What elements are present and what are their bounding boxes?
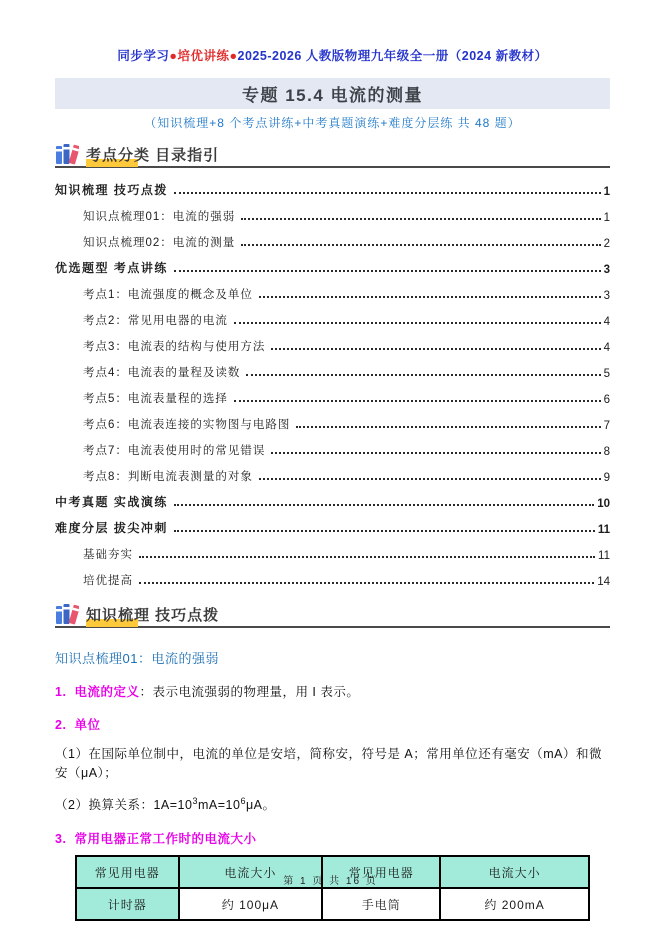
dot-leader xyxy=(139,556,595,558)
toc-page-number: 1 xyxy=(603,212,610,224)
table-of-contents xyxy=(55,175,610,591)
toc-page-number: 8 xyxy=(603,446,610,458)
section-header-toc xyxy=(55,142,610,168)
dot-leader xyxy=(174,530,595,532)
toc-label: 培优提高 xyxy=(83,575,133,587)
dot-leader xyxy=(241,244,600,246)
toc-label: 考点2：常见用电器的电流 xyxy=(83,315,228,327)
section-title-text: 知识梳理 技巧点拨 xyxy=(86,607,220,624)
toc-page-number: 4 xyxy=(603,316,610,328)
running-head-right: 2025-2026 人教版物理九年级全一册（2024 新教材） xyxy=(237,49,548,63)
dot-leader xyxy=(271,348,600,350)
toc-entry xyxy=(55,331,610,357)
dot-leader xyxy=(259,478,601,480)
toc-entry xyxy=(55,279,610,305)
item-term: 单位 xyxy=(74,718,101,732)
toc-entry xyxy=(55,253,610,279)
dot-leader xyxy=(234,400,601,402)
item-number: 2. xyxy=(55,718,67,732)
toc-entry xyxy=(55,175,610,201)
toc-entry xyxy=(55,461,610,487)
toc-entry xyxy=(55,383,610,409)
table-cell: 手电筒 xyxy=(322,888,440,920)
running-head xyxy=(55,46,610,64)
toc-label: 知识点梳理01：电流的强弱 xyxy=(83,211,236,223)
toc-page-number: 11 xyxy=(597,524,610,536)
table-cell: 约 200mA xyxy=(440,888,589,920)
toc-label: 中考真题 实战演练 xyxy=(55,495,168,509)
section-header-knowledge xyxy=(55,602,610,628)
toc-page-number: 10 xyxy=(597,498,610,510)
toc-entry xyxy=(55,513,610,539)
toc-label: 知识点梳理02：电流的测量 xyxy=(83,237,236,249)
dot-leader xyxy=(246,374,600,376)
item-number: 1. xyxy=(55,685,67,699)
toc-entry xyxy=(55,409,610,435)
toc-label: 考点3：电流表的结构与使用方法 xyxy=(83,341,266,353)
toc-page-number: 9 xyxy=(603,472,610,484)
toc-page-number: 7 xyxy=(603,420,610,432)
item-number: 3. xyxy=(55,832,67,847)
dot-leader xyxy=(259,296,601,298)
toc-page-number: 4 xyxy=(603,342,610,354)
formula-part: μA。 xyxy=(245,797,276,812)
toc-label: 考点5：电流表量程的选择 xyxy=(83,393,228,405)
running-head-middle: ●培优讲练● xyxy=(169,49,238,63)
toc-label: 难度分层 拔尖冲刺 xyxy=(55,521,168,535)
toc-label: 优选题型 考点讲练 xyxy=(55,261,168,275)
dot-leader xyxy=(139,582,594,584)
section-title-text: 考点分类 目录指引 xyxy=(86,147,220,164)
books-icon xyxy=(55,142,79,166)
toc-label: 考点4：电流表的量程及读数 xyxy=(83,367,241,379)
table-header-cell: 电流大小 xyxy=(440,856,589,888)
formula-part: mA=10 xyxy=(197,797,241,812)
numbered-item-1 xyxy=(55,682,610,700)
knowledge-point-title: 知识点梳理01：电流的强弱 xyxy=(55,651,219,666)
dot-leader xyxy=(296,426,600,428)
toc-entry xyxy=(55,357,610,383)
toc-page-number: 1 xyxy=(603,186,610,198)
item-text: ：表示电流强弱的物理量，用 I 表示。 xyxy=(139,685,360,699)
table-cell: 约 100μA xyxy=(179,888,323,920)
page-footer: 第 1 页 共 16 页 xyxy=(283,876,378,887)
dot-leader xyxy=(174,192,601,194)
unit-paragraph-1: （1）在国际单位制中，电流的单位是安培，简称安，符号是 A；常用单位还有毫安（mA）和微安（μA）； xyxy=(55,747,603,780)
numbered-item-3 xyxy=(55,829,610,847)
formula-part: （2）换算关系：1A=10 xyxy=(55,797,193,812)
toc-entry xyxy=(55,227,610,253)
toc-page-number: 5 xyxy=(603,368,610,380)
table-header-cell: 常见用电器 xyxy=(76,856,179,888)
dot-leader xyxy=(241,218,600,220)
toc-page-number: 3 xyxy=(603,264,610,276)
toc-entry xyxy=(55,565,610,591)
dot-leader xyxy=(174,270,601,272)
dot-leader xyxy=(174,504,594,506)
dot-leader xyxy=(234,322,601,324)
toc-page-number: 6 xyxy=(603,394,610,406)
table-row xyxy=(76,888,589,920)
toc-label: 考点1：电流强度的概念及单位 xyxy=(83,289,253,301)
table-header-cell: 电流大小 xyxy=(179,856,323,888)
toc-page-number: 14 xyxy=(597,576,610,588)
books-icon xyxy=(55,602,79,626)
unit-paragraph-2 xyxy=(55,795,610,815)
table-header-cell: 常见用电器 xyxy=(322,856,440,888)
toc-entry xyxy=(55,305,610,331)
superscript: 3 xyxy=(192,795,198,806)
toc-label: 考点6：电流表连接的实物图与电路图 xyxy=(83,419,291,431)
toc-entry xyxy=(55,201,610,227)
superscript: 6 xyxy=(240,795,246,806)
item-term: 常用电器正常工作时的电流大小 xyxy=(74,832,257,847)
toc-page-number: 11 xyxy=(598,550,610,562)
section-title xyxy=(86,144,219,165)
title-bar xyxy=(55,78,610,109)
item-term: 电流的定义 xyxy=(74,685,140,699)
toc-label: 知识梳理 技巧点拨 xyxy=(55,183,168,197)
toc-label: 基础夯实 xyxy=(83,549,133,561)
subtitle: （知识梳理+8 个考点讲练+中考真题演练+难度分层练 共 48 题） xyxy=(144,116,521,130)
running-head-left: 同步学习 xyxy=(117,49,170,63)
toc-entry xyxy=(55,435,610,461)
numbered-item-2 xyxy=(55,715,610,733)
table-cell: 计时器 xyxy=(76,888,179,920)
section-title xyxy=(86,604,219,625)
toc-label: 考点7：电流表使用时的常见错误 xyxy=(83,445,266,457)
toc-label: 考点8：判断电流表测量的对象 xyxy=(83,471,253,483)
toc-page-number: 2 xyxy=(603,238,610,250)
appliance-current-table xyxy=(75,855,590,921)
toc-page-number: 3 xyxy=(603,290,610,302)
toc-entry xyxy=(55,539,610,565)
page-title: 专题 15.4 电流的测量 xyxy=(241,86,424,105)
dot-leader xyxy=(271,452,600,454)
toc-entry xyxy=(55,487,610,513)
